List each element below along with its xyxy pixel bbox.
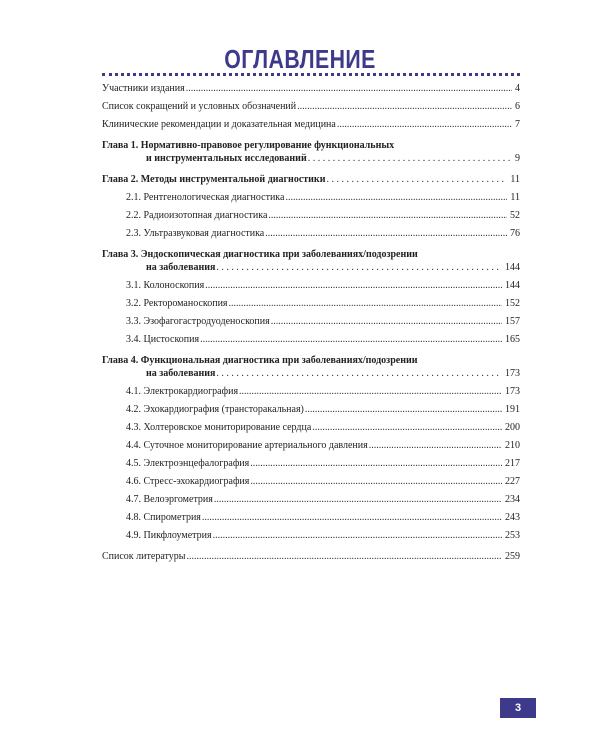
- chapter-4-subtitle: на заболевания: [146, 368, 216, 379]
- toc-entry-page: 6: [515, 101, 520, 112]
- toc-entry-page: 227: [505, 476, 520, 487]
- toc-entry-page: 243: [505, 512, 520, 523]
- toc-entry-label: 3.1. Колоноскопия: [126, 280, 205, 291]
- toc-entry-section-2-3[interactable]: [102, 227, 520, 240]
- toc-entry-section-2-2[interactable]: [102, 209, 520, 222]
- dot-leader: [312, 421, 502, 434]
- dot-leader: [200, 333, 502, 346]
- dot-leader: [214, 493, 502, 506]
- toc-entry-page: 11: [510, 174, 520, 185]
- toc-entry-section-2-1[interactable]: [102, 191, 520, 204]
- toc-entry-label: Список сокращений и условных обозначений: [102, 101, 297, 112]
- dot-leader: [216, 261, 502, 274]
- toc-entry-label: 4.9. Пикфлоуметрия: [126, 530, 212, 541]
- toc-entry-label: Список литературы: [102, 551, 186, 562]
- dot-leader: [250, 475, 502, 488]
- title-divider: [102, 73, 520, 76]
- dot-leader: [265, 227, 507, 240]
- toc-entry-page: 191: [505, 404, 520, 415]
- toc-entry-section-3-1[interactable]: [102, 279, 520, 292]
- toc-entry-page: 7: [515, 119, 520, 130]
- toc-entry-page: 173: [505, 368, 520, 379]
- toc-entry-page: 259: [505, 551, 520, 562]
- toc-entry-chapter-2[interactable]: [102, 173, 520, 186]
- toc-entry-page: 173: [505, 386, 520, 397]
- dot-leader: [326, 173, 507, 186]
- table-of-contents: [102, 82, 520, 563]
- toc-entry-section-4-4[interactable]: [102, 439, 520, 452]
- toc-entry-label: 4.7. Велоэргометрия: [126, 494, 213, 505]
- toc-entry-page: 152: [505, 298, 520, 309]
- dot-leader: [216, 367, 502, 380]
- dot-leader: [369, 439, 502, 452]
- toc-entry-section-3-3[interactable]: [102, 315, 520, 328]
- toc-entry-page: 11: [510, 192, 520, 203]
- chapter-3-subtitle: на заболевания: [146, 262, 216, 273]
- toc-entry-page: 52: [510, 210, 520, 221]
- toc-entry-page: 165: [505, 334, 520, 345]
- toc-entry-label: 3.3. Эзофагогастродуоденоскопия: [126, 316, 270, 327]
- toc-entry-page: 217: [505, 458, 520, 469]
- toc-entry-abbreviations[interactable]: [102, 100, 520, 113]
- toc-entry-page: 234: [505, 494, 520, 505]
- toc-entry-label: 4.3. Холтеровское мониторирование сердца: [126, 422, 312, 433]
- chapter-2-title: Глава 2. Методы инструментальной диагностики: [102, 174, 326, 185]
- chapter-1-subtitle: и инструментальных исследований: [146, 153, 307, 164]
- dot-leader: [337, 118, 512, 131]
- dot-leader: [308, 152, 512, 165]
- toc-entry-references[interactable]: [102, 550, 520, 563]
- dot-leader: [285, 191, 507, 204]
- toc-entry-label: 4.1. Электрокардиография: [126, 386, 239, 397]
- dot-leader: [297, 100, 512, 113]
- toc-entry-label: 3.4. Цистоскопия: [126, 334, 200, 345]
- dot-leader: [186, 550, 502, 563]
- toc-entry-section-4-7[interactable]: [102, 493, 520, 506]
- dot-leader: [213, 529, 502, 542]
- toc-entry-section-4-9[interactable]: [102, 529, 520, 542]
- toc-entry-label: 4.5. Электроэнцефалография: [126, 458, 250, 469]
- dot-leader: [202, 511, 502, 524]
- toc-entry-section-4-8[interactable]: [102, 511, 520, 524]
- dot-leader: [268, 209, 507, 222]
- toc-entry-contributors[interactable]: [102, 82, 520, 95]
- toc-entry-section-4-2[interactable]: [102, 403, 520, 416]
- chapter-1-title[interactable]: Глава 1. Нормативно-правовое регулирование функциональных: [102, 140, 395, 151]
- toc-entry-section-4-6[interactable]: [102, 475, 520, 488]
- toc-entry-page: 157: [505, 316, 520, 327]
- toc-entry-chapter-4[interactable]: [102, 367, 520, 380]
- toc-entry-page: 210: [505, 440, 520, 451]
- toc-entry-section-3-4[interactable]: [102, 333, 520, 346]
- toc-entry-label: 4.8. Спирометрия: [126, 512, 201, 523]
- toc-entry-page: 144: [505, 262, 520, 273]
- toc-entry-chapter-1[interactable]: [102, 152, 520, 165]
- toc-entry-label: Клинические рекомендации и доказательная медицина: [102, 119, 336, 130]
- toc-entry-section-4-3[interactable]: [102, 421, 520, 434]
- dot-leader: [205, 279, 502, 292]
- chapter-4-title[interactable]: Глава 4. Функциональная диагностика при заболеваниях/подозрении: [102, 355, 418, 366]
- toc-entry-guidelines[interactable]: [102, 118, 520, 131]
- toc-entry-page: 76: [510, 228, 520, 239]
- page-number-badge: 3: [500, 698, 536, 718]
- toc-entry-label: 2.1. Рентгенологическая диагностика: [126, 192, 285, 203]
- dot-leader: [186, 82, 512, 95]
- page-title: ОГЛАВЛЕНИЕ: [224, 44, 376, 74]
- dot-leader: [229, 297, 502, 310]
- dot-leader: [271, 315, 502, 328]
- toc-entry-label: 4.6. Стресс-эхокардиография: [126, 476, 250, 487]
- toc-entry-page: 4: [515, 83, 520, 94]
- toc-entry-chapter-3[interactable]: [102, 261, 520, 274]
- toc-entry-page: 144: [505, 280, 520, 291]
- dot-leader: [239, 385, 502, 398]
- dot-leader: [250, 457, 502, 470]
- toc-entry-label: 4.2. Эхокардиография (трансторакальная): [126, 404, 304, 415]
- dot-leader: [305, 403, 502, 416]
- toc-entry-section-3-2[interactable]: [102, 297, 520, 310]
- chapter-3-title[interactable]: Глава 3. Эндоскопическая диагностика при заболеваниях/подозрении: [102, 249, 418, 260]
- toc-entry-page: 200: [505, 422, 520, 433]
- toc-entry-label: 3.2. Ректороманоскопия: [126, 298, 228, 309]
- toc-entry-label: 2.2. Радиоизотопная диагностика: [126, 210, 268, 221]
- toc-entry-section-4-5[interactable]: [102, 457, 520, 470]
- toc-entry-label: Участники издания: [102, 83, 185, 94]
- toc-entry-page: 9: [515, 153, 520, 164]
- toc-entry-label: 2.3. Ультразвуковая диагностика: [126, 228, 265, 239]
- toc-entry-section-4-1[interactable]: [102, 385, 520, 398]
- toc-entry-label: 4.4. Суточное мониторирование артериального давления: [126, 440, 368, 451]
- toc-entry-page: 253: [505, 530, 520, 541]
